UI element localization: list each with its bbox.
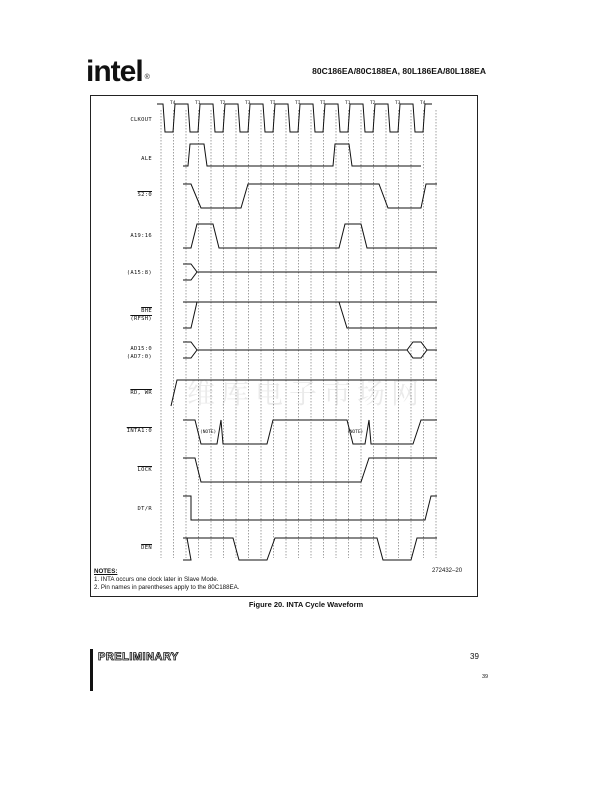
inta-note-tag-1: (NOTE) <box>200 430 217 435</box>
figure-caption: Figure 20. INTA Cycle Waveform <box>248 600 364 609</box>
label-s20: S2:0 <box>137 192 152 198</box>
label-rfsh: (RFSH) <box>130 316 152 322</box>
preliminary-bar <box>90 649 93 691</box>
page-number-small: 39 <box>482 674 489 680</box>
tstate-7: T1 <box>345 101 351 106</box>
note-2: 2. Pin names in parentheses apply to the 80C188EA. <box>94 584 240 591</box>
label-den: $\overline{DEN}$ <box>141 545 152 551</box>
ale-waveform <box>183 144 421 166</box>
label-dtr: DT/R <box>137 506 152 512</box>
tstate-1: T1 <box>195 101 201 106</box>
ad150-waveform-mid <box>197 342 427 358</box>
label-ale: ALE <box>141 156 152 162</box>
tstate-5: TI <box>295 101 301 106</box>
label-a158: (A15:8) <box>126 270 152 276</box>
tstate-6: TI <box>320 101 326 106</box>
tstate-2: T2 <box>220 101 226 106</box>
label-clkout: CLKOUT <box>130 117 152 123</box>
page-number: 39 <box>470 652 479 661</box>
tstate-10: T4 <box>420 101 426 106</box>
a1916-waveform-low <box>183 224 437 248</box>
ad150-waveform-start <box>183 342 197 358</box>
label-lock: LOCK <box>137 467 152 473</box>
intel-logo: intel ® <box>86 55 149 88</box>
den-waveform <box>187 538 437 560</box>
lock-waveform <box>183 458 437 482</box>
figure-notes <box>94 568 240 592</box>
s20-waveform <box>183 184 437 208</box>
notes-title: NOTES: <box>94 568 118 575</box>
document-header-title: 80C186EA/80C188EA, 80L186EA/80L188EA <box>312 66 486 76</box>
label-ad70: (AD7:0) <box>126 354 152 360</box>
watermark: 维库电子市场网 <box>186 377 425 410</box>
clkout-waveform <box>157 104 432 132</box>
label-a1916: A19:16 <box>130 233 152 239</box>
tstate-4: TI <box>270 101 276 106</box>
bhe-waveform-start <box>183 302 197 328</box>
tstate-0: T4 <box>170 101 176 106</box>
label-ad150: AD15:0 <box>130 346 152 352</box>
label-inta: INTA1:0 <box>126 428 152 434</box>
a158-waveform-start <box>183 264 197 280</box>
label-rdwr: RD, WR <box>130 390 152 396</box>
inta-note-tag-2: (NOTE) <box>347 430 364 435</box>
figure-reference: 272432–20 <box>432 568 463 574</box>
tstate-3: T3 <box>245 101 251 106</box>
tstate-9: T3 <box>395 101 401 106</box>
tstate-8: T2 <box>370 101 376 106</box>
dtr-waveform <box>183 496 437 520</box>
inta-waveform <box>183 420 437 444</box>
label-bhe: $\overline{BHE}$ <box>141 308 152 314</box>
den-waveform-start <box>183 538 191 560</box>
preliminary-label: PRELIMINARY <box>98 651 179 663</box>
bhe-waveform-low <box>339 302 437 328</box>
note-1: 1. INTA occurs one clock later in Slave Mode. <box>94 576 219 583</box>
